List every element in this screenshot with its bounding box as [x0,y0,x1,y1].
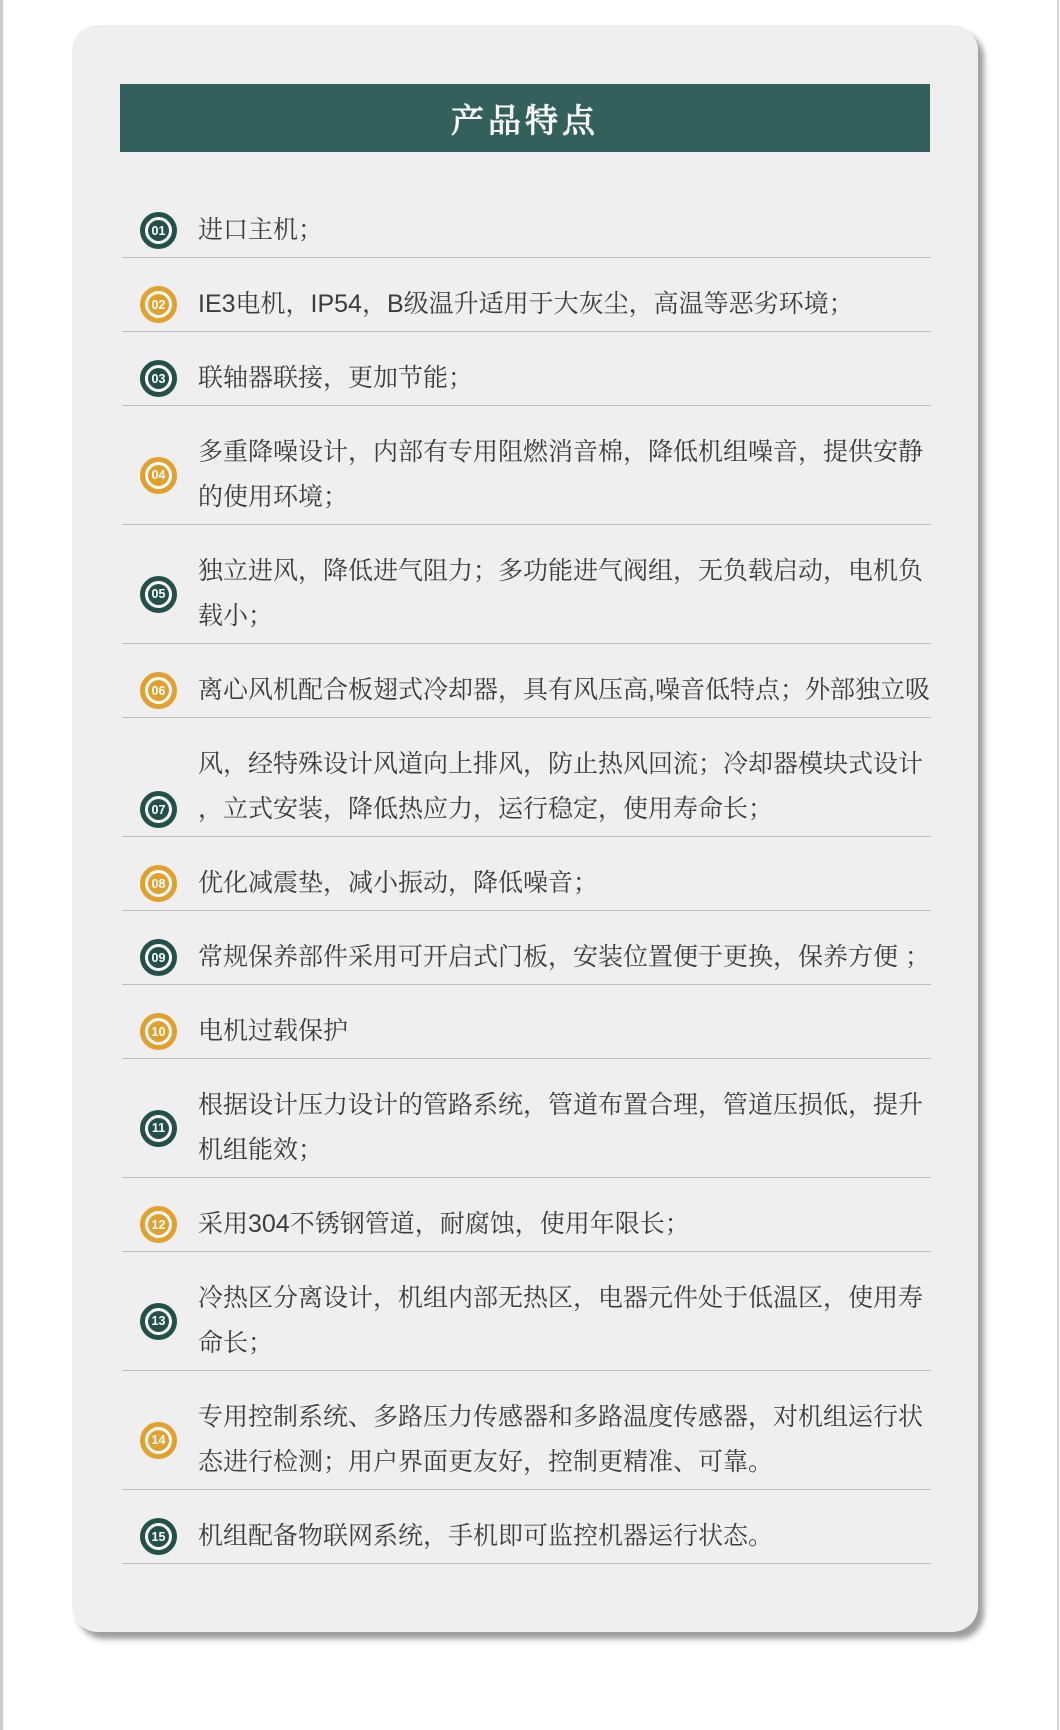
feature-text-line: 优化减震垫，减小振动，降低噪音； [198,869,599,897]
feature-badge-06 [140,672,177,709]
feature-item-02 [122,258,931,332]
badge-number: 04 [148,465,169,486]
feature-item-01 [122,184,931,258]
feature-text-line: 多重降噪设计，内部有专用阻燃消音棉，降低机组噪音，提供安静 [198,438,924,466]
feature-item-15 [122,1490,931,1564]
badge-number: 10 [148,1021,169,1042]
feature-text-line: 进口主机； [198,216,324,244]
page-left-edge-line [0,0,3,1730]
feature-text-line: 风，经特殊设计风道向上排风，防止热风回流；冷却器模块式设计 [198,750,924,778]
feature-item-12 [122,1178,931,1252]
feature-badge-04 [140,457,177,494]
feature-badge-11 [140,1110,177,1147]
feature-badge-13 [140,1303,177,1340]
feature-text-line: 命长； [198,1329,274,1357]
feature-badge-10 [140,1013,177,1050]
feature-text-line: 的使用环境； [198,483,349,511]
feature-text-line: IE3电机，IP54，B级温升适用于大灰尘，高温等恶劣环境； [198,290,854,318]
feature-text-line: 电机过载保护 [198,1017,349,1045]
feature-item-13 [122,1252,931,1371]
feature-item-09 [122,911,931,985]
feature-badge-09 [140,939,177,976]
feature-text [198,208,931,253]
feature-badge-12 [140,1206,177,1243]
feature-text [198,935,931,980]
feature-text-line: 独立进风，降低进气阻力；多功能进气阀组，无负载启动，电机负 [198,557,924,585]
page-right-edge-line [1057,0,1059,1730]
feature-text-line: 采用304不锈钢管道，耐腐蚀，使用年限长； [198,1210,690,1238]
badge-number: 12 [148,1214,169,1235]
feature-badge-15 [140,1518,177,1555]
feature-text-line: 专用控制系统、多路压力传感器和多路温度传感器，对机组运行状 [198,1403,924,1431]
feature-badge-07 [140,791,177,828]
feature-text [198,356,931,401]
feature-text-line: ，立式安装，降低热应力，运行稳定，使用寿命长； [198,795,774,823]
feature-text [198,742,931,832]
badge-number: 09 [148,947,169,968]
features-card [72,25,978,1632]
feature-badge-05 [140,576,177,613]
header-bar [120,84,930,152]
feature-item-06 [122,644,931,718]
badge-number: 11 [148,1118,169,1139]
badge-number: 05 [148,584,169,605]
feature-badge-03 [140,360,177,397]
badge-number: 06 [148,680,169,701]
badge-number: 01 [148,220,169,241]
feature-item-04 [122,406,931,525]
badge-number: 08 [148,873,169,894]
feature-text [198,668,931,713]
feature-text [198,549,931,639]
feature-item-10 [122,985,931,1059]
feature-item-11 [122,1059,931,1178]
feature-text-line: 离心风机配合板翅式冷却器，具有风压高,噪音低特点；外部独立吸 [198,676,930,704]
feature-text-line: 冷热区分离设计，机组内部无热区，电器元件处于低温区，使用寿 [198,1284,924,1312]
feature-item-07 [122,718,931,837]
feature-text [198,1009,931,1054]
badge-number: 02 [148,294,169,315]
badge-number: 14 [148,1430,169,1451]
feature-item-05 [122,525,931,644]
feature-text [198,1395,931,1485]
badge-number: 07 [148,799,169,820]
feature-text-line: 机组配备物联网系统，手机即可监控机器运行状态。 [198,1522,774,1550]
feature-text-line: 态进行检测；用户界面更友好，控制更精准、可靠。 [198,1448,774,1476]
badge-number: 03 [148,368,169,389]
feature-text-line: 联轴器联接，更加节能； [198,364,474,392]
feature-text-line: 载小； [198,602,274,630]
feature-badge-08 [140,865,177,902]
feature-text [198,1276,931,1366]
feature-badge-01 [140,212,177,249]
feature-text [198,282,931,327]
feature-item-03 [122,332,931,406]
feature-text-line: 根据设计压力设计的管路系统，管道布置合理，管道压损低，提升 [198,1091,924,1119]
feature-text [198,430,931,520]
feature-text-line: 常规保养部件采用可开启式门板，安装位置便于更换，保养方便 ； [198,943,930,971]
feature-badge-02 [140,286,177,323]
feature-text [198,1514,931,1559]
feature-text [198,1202,931,1247]
feature-item-08 [122,837,931,911]
feature-text [198,1083,931,1173]
feature-text-line: 机组能效； [198,1136,324,1164]
feature-item-14 [122,1371,931,1490]
page-title: 产品特点 [451,101,599,139]
features-list [122,184,931,1564]
feature-badge-14 [140,1422,177,1459]
feature-text [198,861,931,906]
badge-number: 13 [148,1311,169,1332]
badge-number: 15 [148,1526,169,1547]
